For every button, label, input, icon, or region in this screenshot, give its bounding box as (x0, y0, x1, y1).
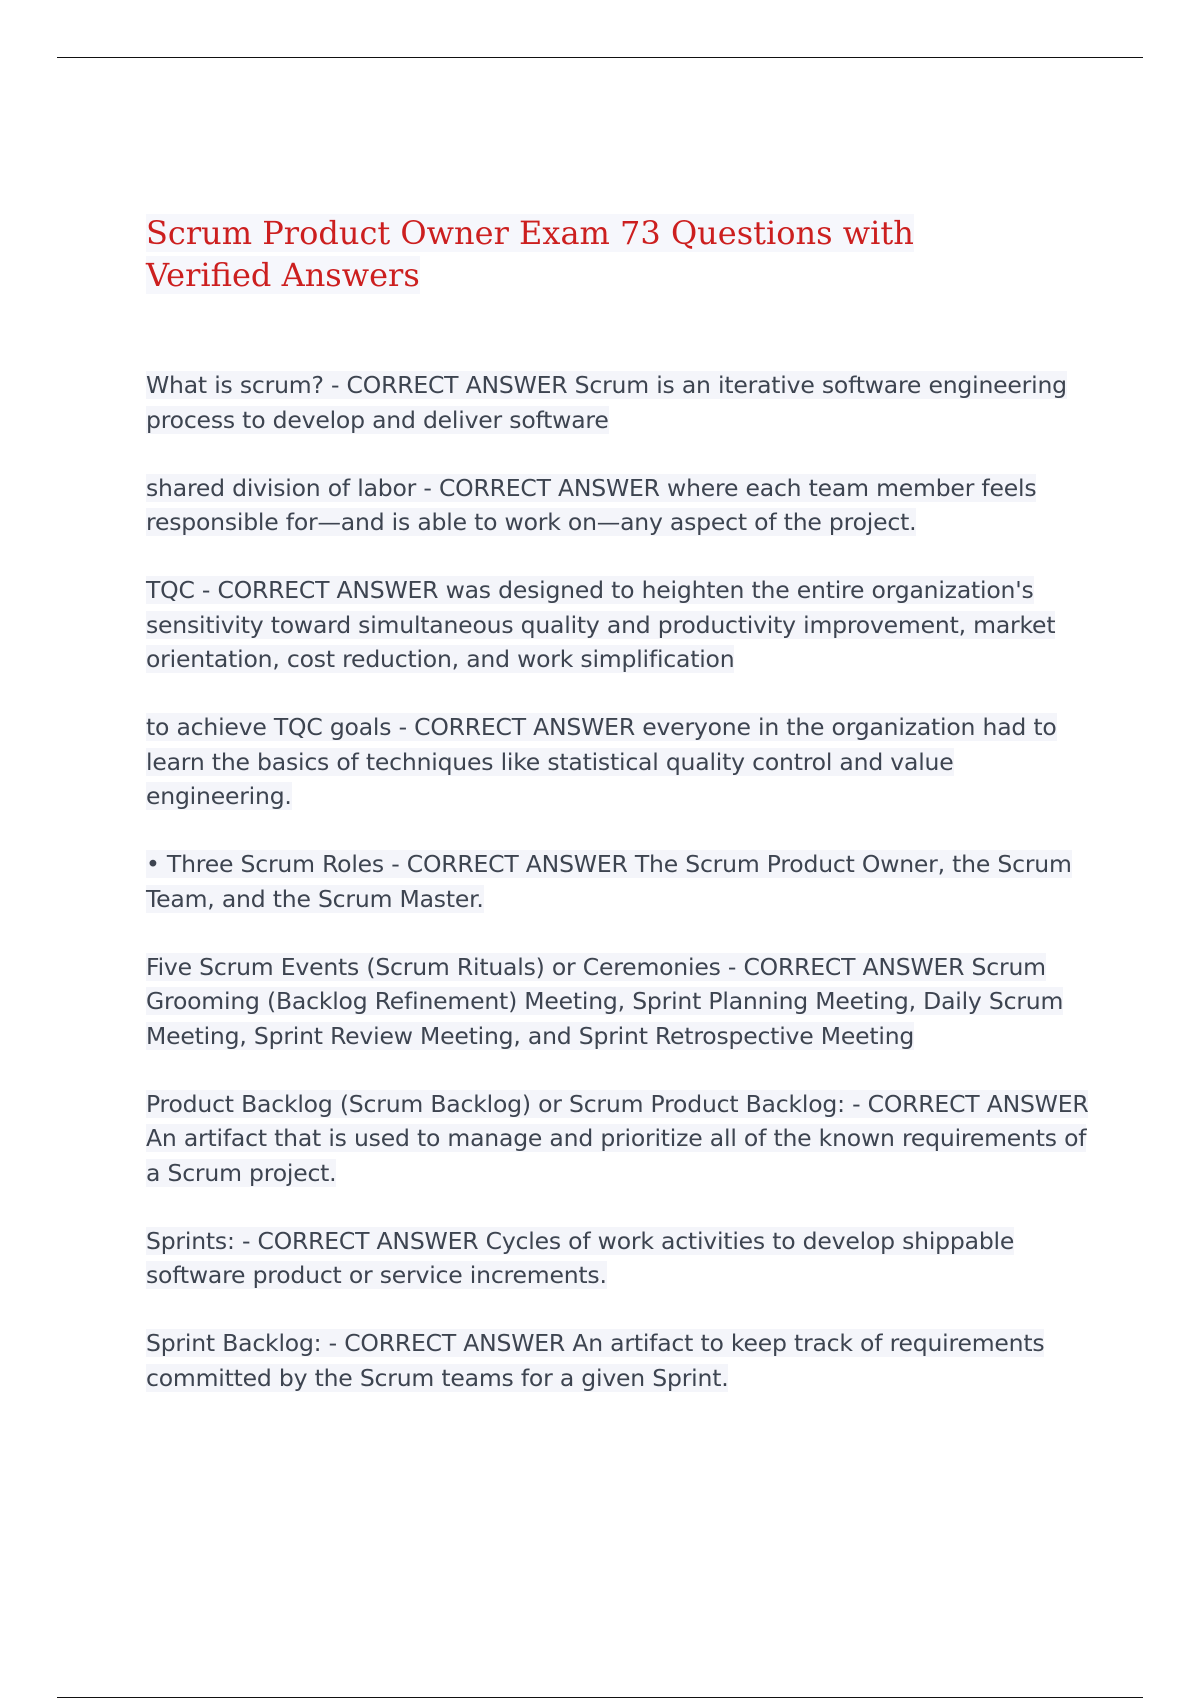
top-page-rule (57, 57, 1143, 58)
qa-item-text: Five Scrum Events (Scrum Rituals) or Ceremonies - CORRECT ANSWER Scrum Grooming (Backlog Refinement) Meeting, Sprint Planning Meeting, Daily Scrum Meeting, Sprint Review Meeting, and Sprint Retrospective Meeting (146, 952, 1064, 1050)
qa-item-text: TQC - CORRECT ANSWER was designed to heighten the entire organization's sensitivity toward simultaneous quality and productivity improvement, market orientation, cost reduction, and work simplification (146, 576, 1056, 673)
qa-item-text: to achieve TQC goals - CORRECT ANSWER everyone in the organization had to learn the basics of techniques like statistical quality control and value engineering. (146, 713, 1057, 810)
document-title (146, 212, 1046, 296)
qa-item (146, 1087, 1096, 1191)
qa-item (146, 1326, 1096, 1395)
qa-item-text: Sprint Backlog: - CORRECT ANSWER An artifact to keep track of requirements committed by the Scrum teams for a given Sprint. (146, 1329, 1045, 1392)
qa-item (146, 368, 1096, 437)
qa-item (146, 847, 1096, 916)
qa-item-text: Product Backlog (Scrum Backlog) or Scrum Product Backlog: - CORRECT ANSWER An artifact that is used to manage and prioritize all of the known requirements of a Scrum project. (146, 1089, 1089, 1187)
qa-item-text: • Three Scrum Roles - CORRECT ANSWER The Scrum Product Owner, the Scrum Team, and the Scrum Master. (146, 850, 1072, 913)
document-title-text: Scrum Product Owner Exam 73 Questions with Verified Answers (146, 214, 914, 294)
qa-item (146, 1224, 1096, 1293)
qa-item (146, 573, 1096, 677)
qa-item (146, 710, 1096, 814)
qa-item (146, 471, 1096, 540)
qa-list (146, 368, 1096, 1429)
qa-item-text: Sprints: - CORRECT ANSWER Cycles of work activities to develop shippable software product or service increments. (146, 1226, 1015, 1289)
bottom-page-rule (57, 1697, 1143, 1698)
qa-item (146, 950, 1096, 1054)
qa-item-text: shared division of labor - CORRECT ANSWER where each team member feels responsible for—and is able to work on—any aspect of the project. (146, 473, 1037, 536)
qa-item-text: What is scrum? - CORRECT ANSWER Scrum is an iterative software engineering process to develop and deliver software (146, 371, 1067, 434)
